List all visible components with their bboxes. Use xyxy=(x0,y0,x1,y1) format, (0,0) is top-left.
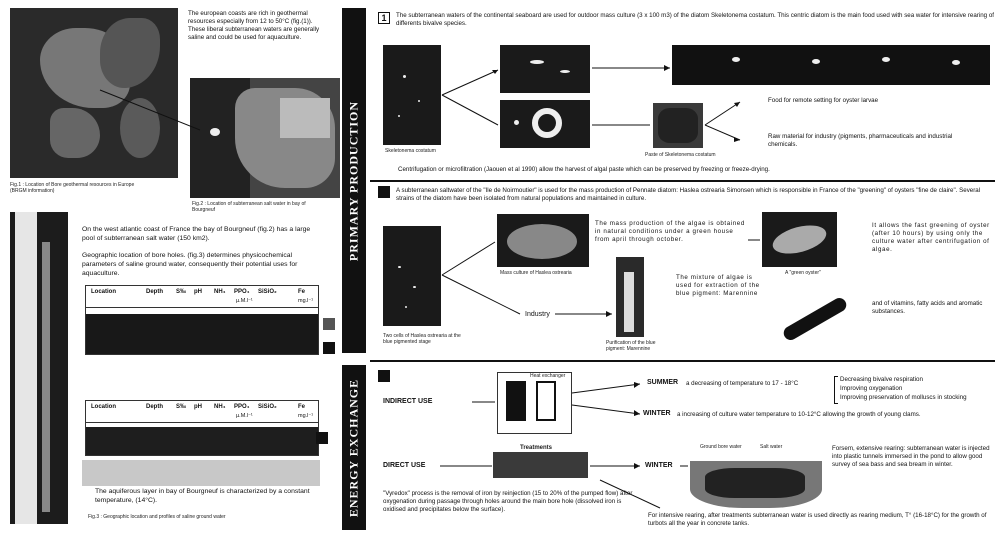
col-po: PPO₄ xyxy=(234,404,250,410)
col-nh: NH₄ xyxy=(214,289,226,295)
winter-label-1: WINTER xyxy=(643,410,671,417)
effect-3: Improving preservation of molluscs in stocking xyxy=(840,394,967,401)
bourgneuf-text: On the west atlantic coast of France the bay of Bourgneuf (fig.2) has a large pool of subterranean salt water (150 km2). xyxy=(82,226,311,242)
col-location: Location xyxy=(91,289,116,295)
section2-text: A subterranean saltwater of the "Ile de Noirmoutier" is used for the mass production of Pennate diatom: Haslea ostrearia Simonsen which is responsible in France of the "greening" of oysters "fine de claire". Several strains of the diatom have been isolated from natural populations and maintained in culture. xyxy=(396,187,981,203)
col-po: PPO₄ xyxy=(234,289,250,295)
winter-text-1: a increasing of culture water temperature to 10-12°C allowing the growth of young clams. xyxy=(677,411,921,418)
effect-1: Decreasing bivalve respiration xyxy=(840,376,923,383)
col-si: SiSiO₂ xyxy=(258,289,277,295)
winter-label-2: WINTER xyxy=(645,462,673,469)
energy-exchange-band: ENERGY EXCHANGE xyxy=(342,365,366,530)
col-ph: pH xyxy=(194,404,202,410)
fig2-caption: Fig.2 : Location of subterranean salt water in bay of Bourgneuf xyxy=(192,201,306,213)
harvest-text: Centrifugation or microfiltration (Jaouen et al 1990) allow the harvest of algal paste which can be preserved by freezing or freeze-drying. xyxy=(398,166,770,173)
caption-skeletonema: Skeletonema costatum xyxy=(385,148,436,154)
mixture-text: The mixture of algae is used for extraction of the blue pigment: Marennine xyxy=(676,274,760,298)
summer-label: SUMMER xyxy=(647,379,679,386)
direct-use-label: DIRECT USE xyxy=(383,462,426,469)
caption-oyster: A "green oyster" xyxy=(785,270,821,276)
unit-mg: mg.l⁻¹ xyxy=(298,298,314,304)
mass-production-text: The mass production of the algae is obtained in natural conditions under a green house from april through october. xyxy=(595,220,745,244)
intensive-text: For intensive rearing, after treatments subterranean water is used directly as rearing medium, T° (16-18°C) for the growth of turbots all the year in concrete tanks. xyxy=(648,512,987,528)
summer-text: a decreasing of temperature to 17 - 18°C xyxy=(686,380,799,387)
treatments-label: Treatments xyxy=(520,445,553,451)
caption-cells: Two cells of Haslea ostrearia at the blue pigmented stage xyxy=(383,333,461,345)
forsem-text: Forsem, extensive rearing: subterranean water is injected into plastic tunnels immersed in the pond to allow good survey of sea bass and sea bream in winter. xyxy=(832,445,990,469)
heat-exchanger-label: Heat exchanger xyxy=(530,373,566,379)
col-ph: pH xyxy=(194,289,202,295)
indirect-use-label: INDIRECT USE xyxy=(383,398,433,405)
fatty-acids-text: and of vitamins, fatty acids and aromatic substances. xyxy=(872,300,983,316)
bore-text: Geographic location of bore holes. (fig.3) determines physicochemical parameters of saline ground water, consequently their potential uses for aquaculture. xyxy=(82,252,298,277)
section1-text: The subterranean waters of the continental seaboard are used for outdoor mass culture (3 x 100 m3) of the diatom Skeletonema costatum. This centric diatom is the main food used with sea water for intensive rearing of differents bivalve species. xyxy=(396,12,994,28)
section-number: 1 xyxy=(378,12,390,24)
col-s: S‰ xyxy=(176,404,187,410)
fig1-caption: Fig.1 : Location of Bore geothermal resources in Europe (BRGM information) xyxy=(10,182,135,194)
unit-um: µ.M.l⁻¹ xyxy=(236,298,253,304)
raw-material-text: Raw material for industry (pigments, pharmaceuticals and industrial chemicals. xyxy=(768,133,953,149)
primary-production-band: PRIMARY PRODUCTION xyxy=(342,8,366,353)
col-s: S‰ xyxy=(176,289,187,295)
col-location: Location xyxy=(91,404,116,410)
unit-um: µ.M.l⁻¹ xyxy=(236,413,253,419)
ground-bore-label: Ground bore water xyxy=(700,444,742,450)
effect-2: Improving oxygenation xyxy=(840,385,903,392)
salt-water-label: Salt water xyxy=(760,444,783,450)
greening-text: It allows the fast greening of oyster (after 10 hours) by using only the culture water after centrifugation of algae. xyxy=(872,222,990,254)
industry-label: Industry xyxy=(525,311,550,318)
aquifer-text: The aquiferous layer in bay of Bourgneuf is characterized by a constant temperature, (14°C). xyxy=(95,488,310,504)
caption-mass-culture: Mass culture of Haslea ostrearia xyxy=(500,270,572,276)
caption-purification: Purification of the blue pigment: Marennine xyxy=(606,340,656,352)
unit-mg: mg.l⁻¹ xyxy=(298,413,314,419)
food-text: Food for remote setting for oyster larvae xyxy=(768,97,879,104)
caption-paste: Paste of Skeletonema costatum xyxy=(645,152,716,158)
col-fe: Fe xyxy=(298,289,306,295)
fig3-caption: Fig.3 : Geographic location and profiles of saline ground water xyxy=(88,514,226,520)
col-nh: NH₄ xyxy=(214,404,226,410)
col-fe: Fe xyxy=(298,404,306,410)
vyredox-text: "Vyredox" process is the removal of iron by reinjection (15 to 20% of the pumped flow) after oxygenation during passage through holes around the main bore hole (dissolved iron is oxidised and precipitates below the surface). xyxy=(383,490,633,514)
intro-text: The european coasts are rich in geothermal resources especially from 12 to 50°C (fig.(1)). These liberal subterranean waters are generally saline and could be used for aquaculture. xyxy=(188,10,320,42)
col-depth: Depth xyxy=(146,404,163,410)
col-depth: Depth xyxy=(146,289,163,295)
col-si: SiSiO₂ xyxy=(258,404,277,410)
